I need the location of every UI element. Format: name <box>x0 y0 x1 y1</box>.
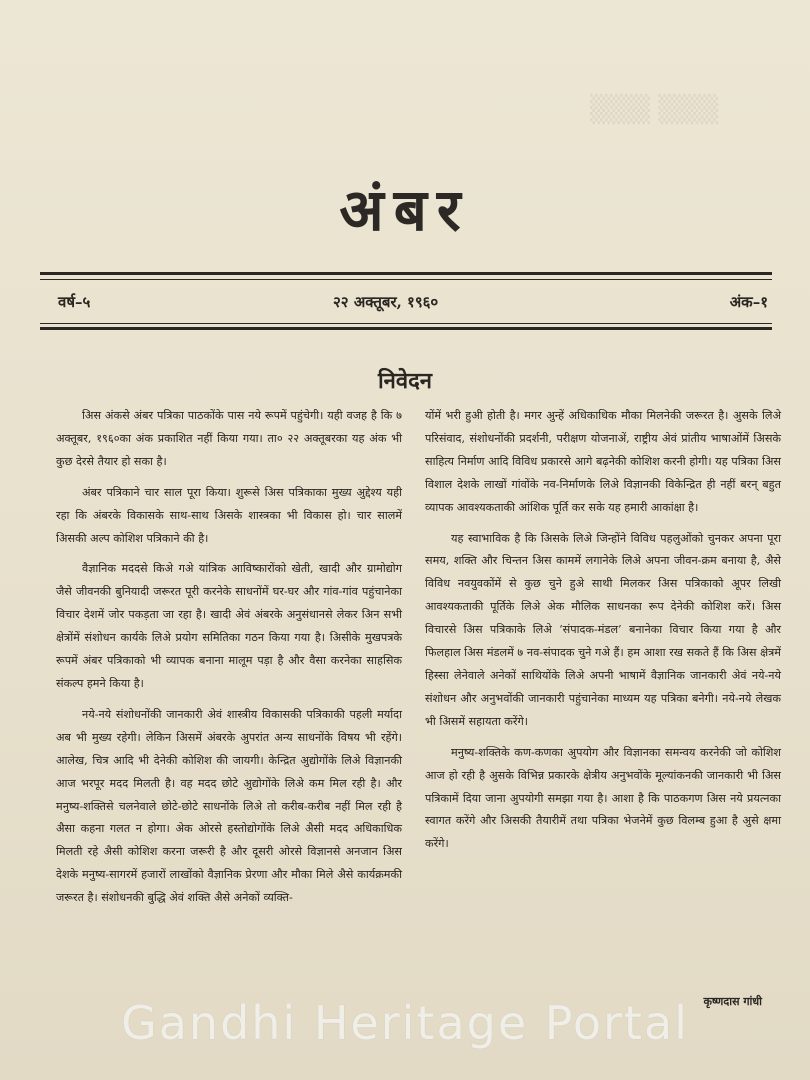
article-paragraph: अिस अंकसे अंबर पत्रिका पाठकोंके पास नये रूपमें पहुंचेगी। यही वजह है कि ७ अक्तूबर, १९६०का अंक प्रकाशित नहीं किया गया। ता० २२ अक्तूबरका यह अंक भी कुछ देरसे तैयार हो सका है। <box>56 409 402 468</box>
article-signature: कृष्णदास गांधी <box>703 995 762 1008</box>
watermark: Gandhi Heritage Portal <box>121 996 689 1050</box>
masthead-rule-top <box>40 272 772 275</box>
masthead-rule-top-thin <box>40 279 772 280</box>
bleed-through-text: ▒▒▒ ▒▒▒ <box>590 95 719 125</box>
issue-number: अंक–१ <box>729 293 768 311</box>
article-paragraph: अंबर पत्रिकाने चार साल पूरा किया। शुरूसे अिस पत्रिकाका मुख्य अुद्देश्य यही रहा कि अंबरके विकासके साथ-साथ अिसके शास्त्रका भी विकास हो। चार सालमें अिसकी अल्प कोशिश पत्रिकाने की है। <box>56 485 402 545</box>
article-column-left <box>56 405 402 918</box>
article-paragraph: मनुष्य-शक्तिके कण-कणका अुपयोग और विज्ञानका समन्वय करनेकी जो कोशिश आज हो रही है अुसके विभिन्न प्रकारके क्षेत्रीय अनुभवोंके मूल्यांकनकी जानकारी भी अिस पत्रिकामें दिया जाना अुपयोगी समझा गया है। आशा है कि पाठकगण अिस नये प्रयत्नका स्वागत करेंगे और अिसकी तैयारीमें तथा पत्रिका भेजनेमें कुछ विलम्ब हुआ है अुसे क्षमा करेंगे। <box>425 745 781 851</box>
article-paragraph: यह स्वाभाविक है कि अिसके लिअे जिन्होंने विविध पहलुओंको चुनकर अपना पूरा समय, शक्ति और चिन्तन अिस काममें लगानेके लिअे अपना जीवन-क्रम बनाया है, अैसे विविध नवयुवकोंमें से कुछ चुने हुअे साथी मिलकर अिस पत्रिकाको अूपर लिखी आवश्यकताकी पूर्तिके लिअे अेक मौलिक साधनका रूप देनेकी कोशिश करें। अिस विचारसे अिस पत्रिकाके लिअे ‘संपादक-मंडल’ बनानेका विचार किया गया है और फिलहाल अिस मंडलमें ७ नव-संपादक चुने गअे हैं। हम आशा रख सकते हैं कि अिस क्षेत्रमें हिस्सा लेनेवाले अनेकों साथियोंके लिअे अपनी भाषामें वैज्ञानिक जानकारी अेवं नये-नये संशोधन और अनुभवोंकी जानकारी पहुंचानेका माध्यम यह पत्रिका बनेगी। नये-नये लेखक भी अिसमें सहायता करेंगे। <box>425 531 781 728</box>
article-column-right <box>425 405 781 864</box>
issue-rule-thick <box>40 327 772 330</box>
article-paragraph: वैज्ञानिक मददसे किअे गअे यांत्रिक आविष्कारोंको खेती, खादी और ग्रामोद्योग जैसे जीवनकी बुनियादी जरूरत पूरी करनेके साधनोंमें घर-घर और गांव-गांव पहुंचानेका विचार देशमें जोर पकड़ता जा रहा है। खादी अेवं अंबरके अनुसंधानसे लेकर अिन सभी क्षेत्रोंमें संशोधन कार्यके लिअे प्रयोग समितिका गठन किया गया है। अिसीके मुखपत्रके रूपमें अंबर पत्रिकाको भी व्यापक बनाना मालूम पड़ा है और वैसा करनेका साहसिक संकल्प हमने किया है। <box>56 562 402 690</box>
issue-date: २२ अक्तूबर, १९६० <box>333 293 439 311</box>
masthead-title: अंबर <box>339 176 471 244</box>
issue-rule-thin <box>40 323 772 324</box>
issue-line <box>58 292 768 316</box>
article-paragraph: योंमें भरी हुअी होती है। मगर अुन्हें अधिकाधिक मौका मिलनेकी जरूरत है। अुसके लिअे परिसंवाद, संशोधनोंकी प्रदर्शनी, परीक्षण योजनाअें, राष्ट्रीय अेवं प्रांतीय भाषाओंमें अिसके साहित्य निर्माण आदि विविध प्रकारसे आगे बढ़नेकी कोशिश करनी होगी। यह पत्रिका अिस विशाल देशके लाखों गांवोंके नव-निर्माणके लिअे विज्ञानकी विकेन्द्रित ही नहीं बरन् बहुत व्यापक आवश्यकताकी आंशिक पूर्ति कर सके यह हमारी आकांक्षा है। <box>425 409 781 514</box>
issue-volume: वर्ष–५ <box>58 293 91 311</box>
article-heading: निवेदन <box>377 369 433 394</box>
article-paragraph: नये-नये संशोधनोंकी जानकारी अेवं शास्त्रीय विकासकी पत्रिकाकी पहली मर्यादा अब भी मुख्य रहेगी। लेकिन अिसमें अंबरके अुपरांत अन्य साधनोंके विषय भी रहेंगे। आलेख, चित्र आदि भी देनेकी कोशिश की जायगी। केन्द्रित अुद्योगोंके लिअे विज्ञानकी आज भरपूर मदद मिलती है। वह मदद छोटे अुद्योगोंके लिअे कम मिल रही है। और मनुष्य-शक्तिसे चलनेवाले छोटे-छोटे साधनोंके लिअे तो करीब-करीब नहीं मिल रही है अैसा कहना गलत न होगा। अेक ओरसे हस्तोद्योगोंके लिअे अैसी मदद अधिकाधिक मिलती रहे अैसी कोशिश करना जरूरी है और दूसरी ओरसे विज्ञानसे अनजान अिस देशके मनुष्य-सागरमें हजारों लाखोंको वैज्ञानिक प्रेरणा और मौका मिले अैसे कार्यक्रमकी जरूरत है। संशोधनकी बुद्धि अेवं शक्ति अैसे अनेकों व्यक्ति- <box>56 707 402 905</box>
